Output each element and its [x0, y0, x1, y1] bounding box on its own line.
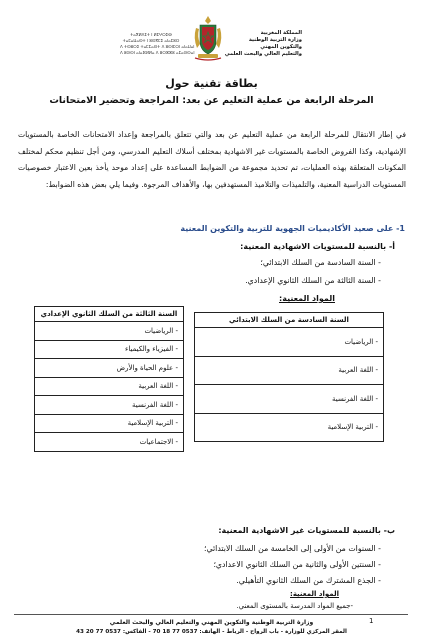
- section-a-heading: أ- بالنسبة للمستويات الاشهادية المعنية:: [240, 242, 395, 251]
- table-cell: - التربية الإسلامية: [195, 413, 384, 442]
- section-b-heading: ب- بالنسبة للمستويات غير الاشهادية المعنية:: [218, 526, 395, 535]
- table-header: السنة السادسة من السلك الابتدائي: [195, 313, 384, 328]
- footer-divider: [14, 614, 408, 615]
- letterhead-left-line: ⴷ ⵓⵙⵙⵏ ⴰⵏⴰⴼⵍⵍⴰ ⴷ ⵓⵔⵣⵣⵓ ⴰⵎⴰⵙⵙⴰⵏ: [120, 50, 195, 55]
- table-cell: - اللغة الفرنسية: [35, 396, 184, 415]
- letterhead-right-line: المملكة المغربية: [260, 30, 302, 36]
- section-b-bullet: - السنتين الأولى والثانية من السلك الثانوي الاعدادي؛: [213, 560, 381, 569]
- letterhead-left-line: ⴷ ⵜⵙⵓⵔⵉ ⵜⴰⵎⵎⴰⵙⵜ ⴷ ⵓⵙⵏⵎⵔⵏ ⴰⵏⴰⵡⴰⵏ: [120, 44, 195, 49]
- intro-paragraph: في إطار الانتقال للمرحلة الرابعة من عملية التعليم عن بعد والتي تتعلق بالمراجعة وإعداد الامتحانات الخاصة بالمستويات الإشهادية، وكذا الفروض الخاصة بالمستويات غير الاشهادية بمختلف أسلاك التعليم المدرسي، ومن أجل تنظيم محكم لمختلف المكونات المتعلقة بهذه العمليات، تم تحديد مجموعة من الضوابط المساعدة على إعداد موحد يأخذ بعين الاعتبار خصوصيات المستويات الدراسية المعنية، والتلميذات والتلاميذ المستهدفين بها، والأهداف المرجوة. وفيما يلي بعض هذه الضوابط:: [18, 130, 406, 189]
- section-a-bullet: - السنة الثالثة من السلك الثانوي الإعدادي.: [245, 276, 381, 285]
- section-b-subjects-label: المواد المعنية:: [290, 590, 339, 598]
- footer-ministry-name: وزارة التربية الوطنية والتكوين المهني والتعليم العالي والبحث العلمي: [109, 619, 314, 626]
- section-b-subjects-text: -جميع المواد المدرسة بالمستوى المعني.: [236, 602, 353, 610]
- table-cell: - الرياضيات: [195, 328, 384, 357]
- letterhead-arabic: [224, 30, 302, 58]
- section-a-bullet: - السنة السادسة من السلك الابتدائي؛: [260, 258, 381, 267]
- table-header: السنة الثالثة من السلك الثانوي الإعدادي: [35, 307, 184, 322]
- table-cell: - الرياضيات: [35, 322, 184, 341]
- section-a-subjects-label: المواد المعنية:: [279, 294, 335, 303]
- footer-address: المقر المركزي للوزارة - باب الرواح - الرباط - الهاتف: 0537 77 18 70 - الفاكس: 0537 77 20 43: [76, 629, 347, 635]
- table-cell: - علوم الحياة والأرض: [35, 359, 184, 378]
- letterhead-left-line: ⵜⴰⴳⵍⴷⵉⵜ ⵏ ⵍⵎⵖⵔⵉⴱ: [130, 32, 172, 37]
- page-number: 1: [369, 617, 374, 625]
- letterhead-left-line: ⵜⴰⵎⴰⵡⴰⵙⵜ ⵏ ⵓⵙⴳⵎⵉ ⴰⵏⴰⵎⵓⵔ: [122, 38, 180, 43]
- table-cell: - اللغة العربية: [35, 377, 184, 396]
- table-cell: - اللغة الفرنسية: [195, 385, 384, 414]
- letterhead: [0, 10, 423, 68]
- document-title: بطاقة تقنية حول: [165, 77, 258, 90]
- table-cell: - الفيزياء والكيمياء: [35, 340, 184, 359]
- letterhead-right-line: وزارة التربية الوطنية: [248, 37, 302, 43]
- table-cell: - اللغة العربية: [195, 356, 384, 385]
- letterhead-right-line: والتعليم العالي والبحث العلمي: [224, 51, 302, 57]
- coat-of-arms-icon: [191, 14, 225, 62]
- primary-subjects-table: [194, 312, 384, 442]
- document-subtitle: المرحلة الرابعة من عملية التعليم عن بعد: المراجعة وتحضير الامتحانات: [49, 95, 374, 106]
- section-b-bullet: - السنوات من الأولى إلى الخامسة من السلك الابتدائي؛: [204, 544, 381, 553]
- letterhead-right-line: والتكوين المهني: [260, 44, 302, 50]
- table-cell: - الاجتماعيات: [35, 433, 184, 452]
- middle-school-subjects-table: [34, 306, 184, 452]
- table-cell: - التربية الإسلامية: [35, 414, 184, 433]
- section-b-bullet: - الجذع المشترك من السلك الثانوي التأهيلي.: [236, 576, 381, 585]
- section-1-heading: 1- على صعيد الأكاديميات الجهوية للتربية والتكوين المعنية: [180, 224, 405, 233]
- letterhead-tifinagh: [120, 32, 195, 56]
